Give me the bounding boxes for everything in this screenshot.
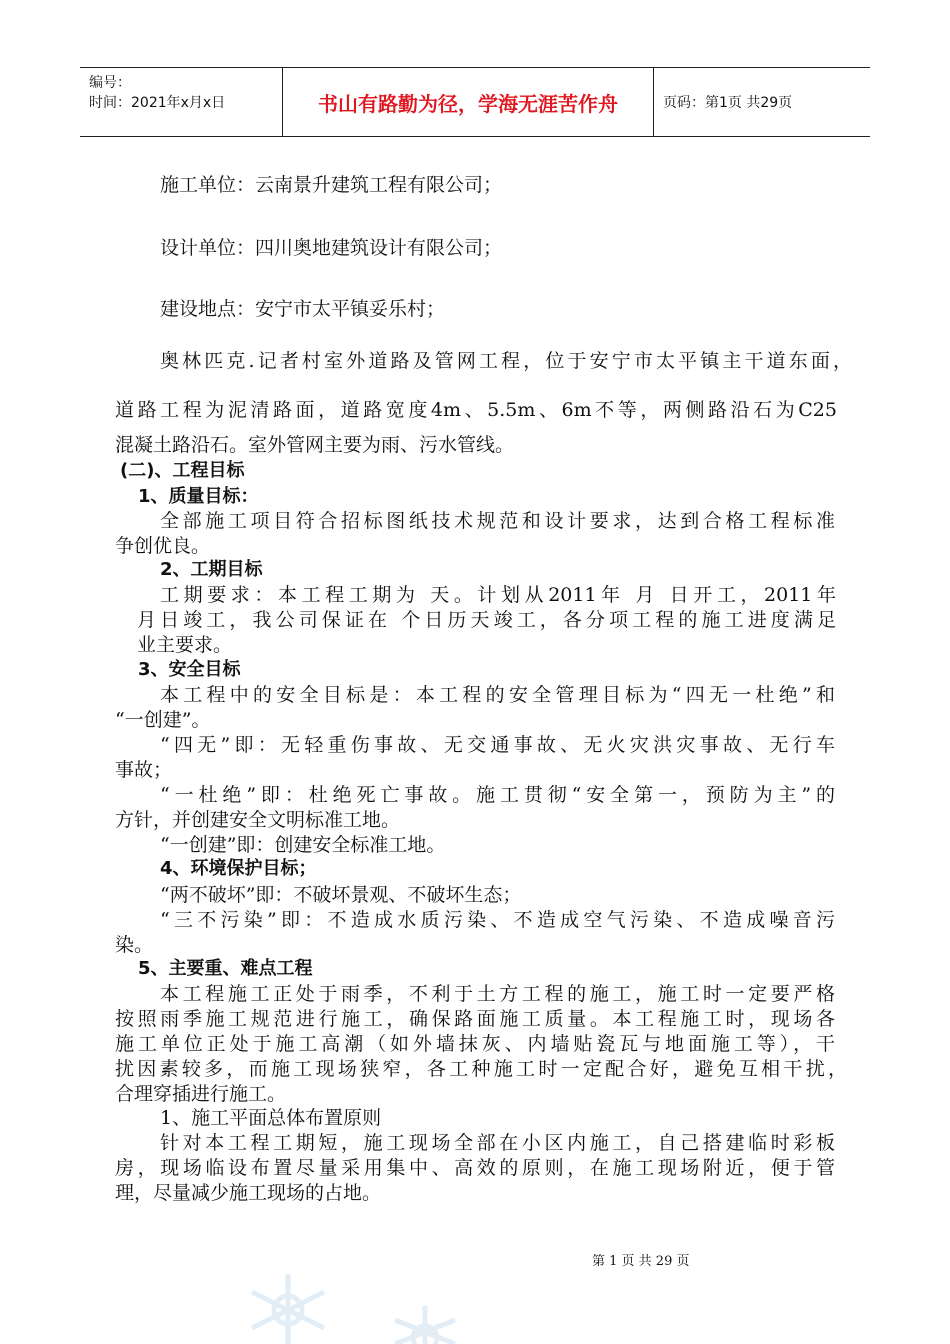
text-line: 工期要求：本工程工期为 天。计划从2011年 月 日开工，2011年: [160, 584, 836, 606]
text-line: 道路工程为泥清路面，道路宽度4m、5.5m、6m不等，两侧路沿石为C25: [115, 399, 837, 421]
text-line: “两不破坏”即：不破坏景观、不破坏生态；: [160, 884, 522, 906]
text-line: 施工单位正处于施工高潮（如外墙抹灰、内墙贴瓷瓦与地面施工等），干: [115, 1033, 835, 1055]
text-line: 方针，并创建安全文明标准工地。: [115, 809, 401, 831]
text-line: “一创建”。: [115, 709, 211, 731]
text-line: 本工程中的安全目标是：本工程的安全管理目标为“四无一杜绝”和: [160, 684, 835, 706]
page-footer: 第 1 页 共 29 页: [592, 1254, 690, 1269]
text-line: 争创优良。: [115, 535, 211, 557]
watermark-snowflake-icon: [228, 1270, 348, 1344]
text-line: “三不污染”即：不造成水质污染、不造成空气污染、不造成噪音污: [160, 909, 835, 931]
watermark-snowflake-icon: [380, 1300, 470, 1344]
text-line: 扰因素较多，而施工现场狭窄，各工种施工时一定配合好，避免互相干扰，: [115, 1058, 847, 1080]
page-header: [80, 67, 870, 137]
header-meta: [80, 68, 283, 136]
section-heading: 2、工期目标: [160, 559, 263, 580]
text-line: 混凝土路沿石。室外管网主要为雨、污水管线。: [115, 434, 515, 456]
header-time: 时间：2021年x月x日: [89, 95, 226, 111]
text-line: 针对本工程工期短，施工现场全部在小区内施工，自己搭建临时彩板: [160, 1132, 835, 1154]
text-line: 建设地点：安宁市太平镇妥乐村；: [160, 298, 446, 320]
header-number: 编号：: [89, 75, 131, 91]
text-line: “四无”即：无轻重伤事故、无交通事故、无火灾洪灾事故、无行车: [160, 734, 835, 756]
text-line: 染。: [115, 934, 154, 956]
section-heading: (二)、工程目标: [120, 460, 245, 481]
section-heading: 3、安全目标: [138, 659, 241, 680]
text-line: 按照雨季施工规范进行施工，确保路面施工质量。本工程施工时，现场各: [115, 1008, 835, 1030]
text-line: 全部施工项目符合招标图纸技术规范和设计要求，达到合格工程标准: [160, 510, 835, 532]
section-heading: 4、环境保护目标；: [160, 858, 317, 879]
section-heading: 5、主要重、难点工程: [138, 958, 313, 979]
text-line: 合理穿插进行施工。: [115, 1083, 287, 1105]
text-line: 月日竣工，我公司保证在 个日历天竣工，各分项工程的施工进度满足: [137, 609, 836, 631]
text-line: 1、施工平面总体布置原则: [160, 1107, 382, 1129]
text-line: 业主要求。: [137, 634, 233, 656]
text-line: 房，现场临设布置尽量采用集中、高效的原则，在施工现场附近，便于管: [115, 1157, 835, 1179]
text-line: 理，尽量减少施工现场的占地。: [115, 1182, 382, 1204]
text-line: 施工单位：云南景升建筑工程有限公司；: [160, 174, 503, 196]
text-line: 事故；: [115, 759, 173, 781]
text-line: “一杜绝”即：杜绝死亡事故。施工贯彻“安全第一，预防为主”的: [160, 784, 835, 806]
section-heading: 1、质量目标：: [138, 486, 259, 507]
text-line: 设计单位：四川奥地建筑设计有限公司；: [160, 237, 503, 259]
text-line: 奥林匹克.记者村室外道路及管网工程，位于安宁市太平镇主干道东面，: [160, 350, 852, 372]
header-page-info: 页码：第1页 共29页: [663, 95, 793, 111]
text-line: “一创建”即：创建安全标准工地。: [160, 834, 446, 856]
text-line: 本工程施工正处于雨季，不利于土方工程的施工，施工时一定要严格: [160, 983, 835, 1005]
header-motto: 书山有路勤为径，学海无涯苦作舟: [283, 68, 654, 136]
